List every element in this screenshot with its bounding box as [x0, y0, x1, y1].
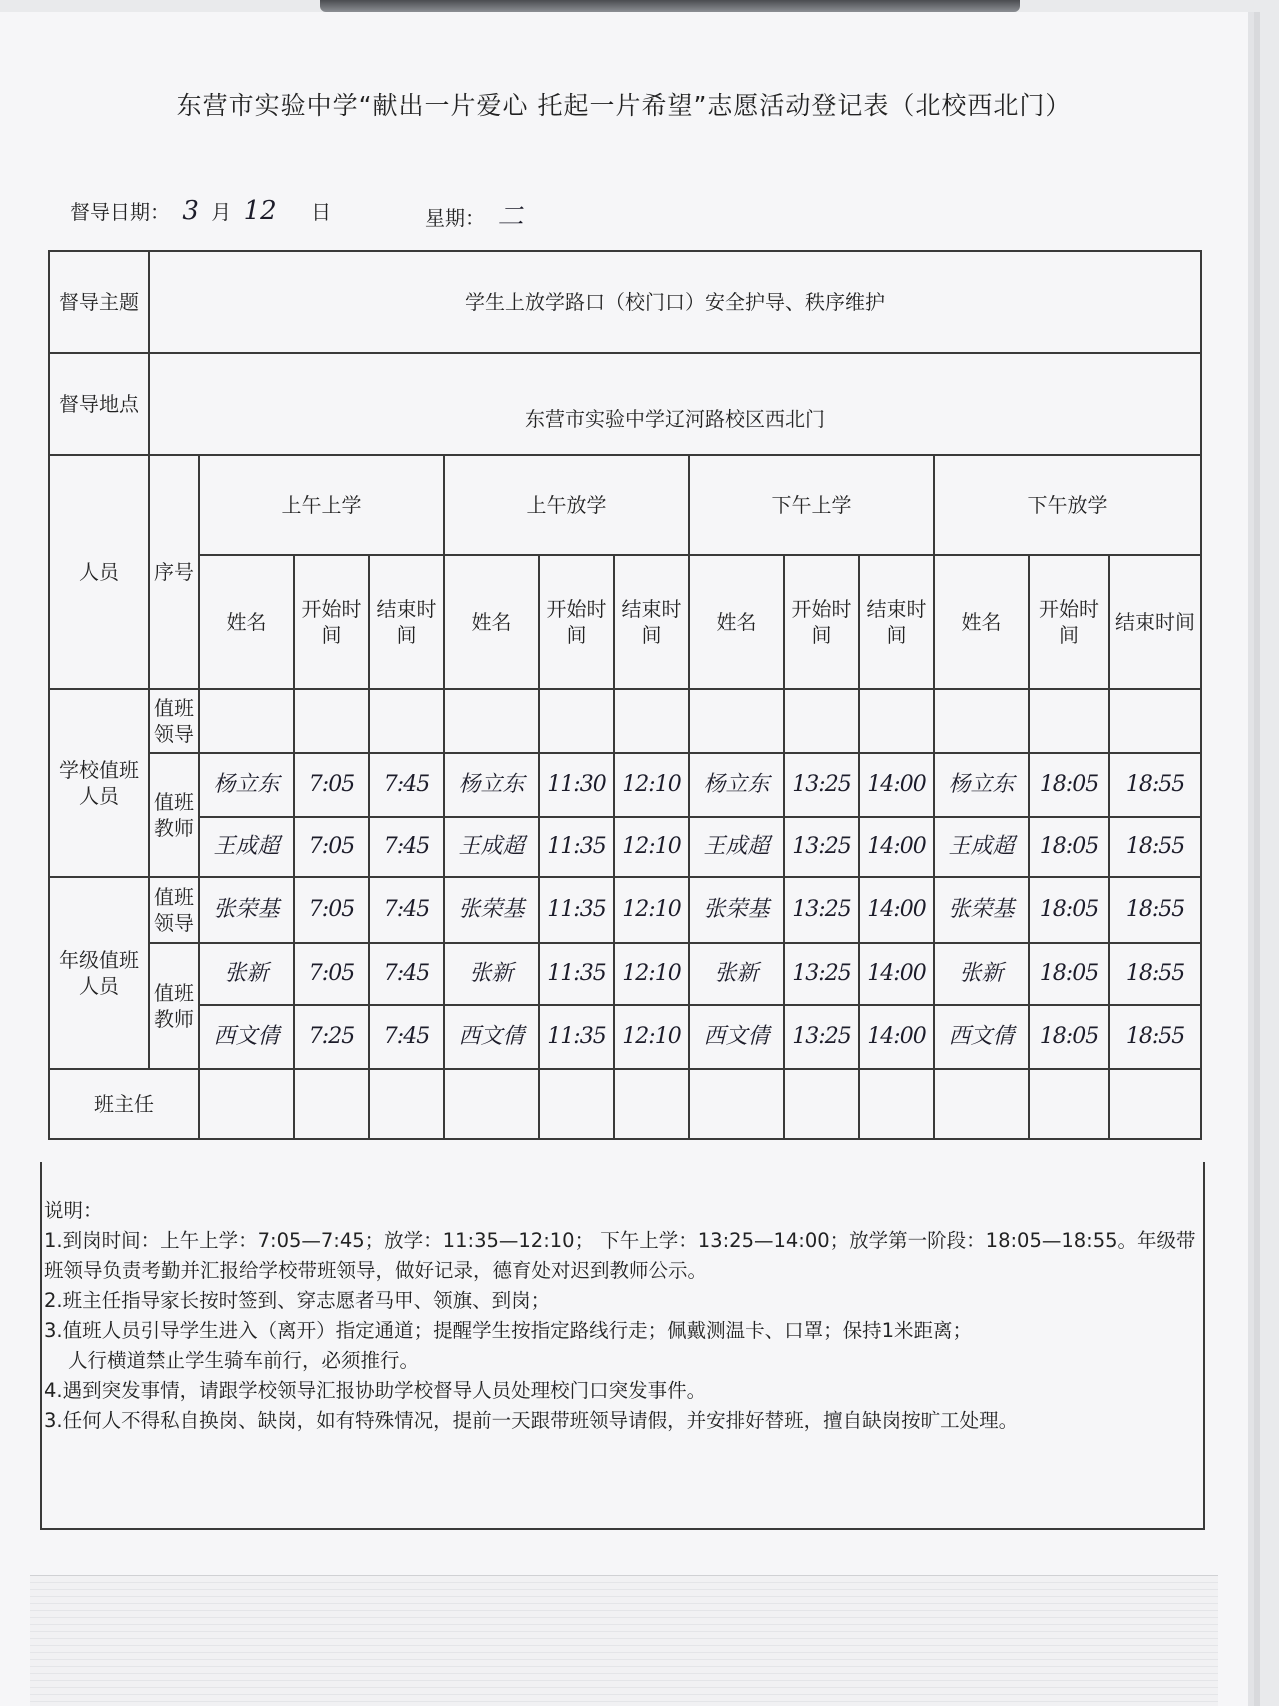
note-line: 3.值班人员引导学生进入（离开）指定通道；提醒学生按指定路线行走；佩戴测温卡、口罩；保持1米距离；: [44, 1319, 973, 1342]
school-group-label: 学校值班人员: [49, 689, 149, 877]
head-teacher-label: 班主任: [49, 1069, 199, 1139]
end-time-entry: 12:10: [614, 943, 689, 1005]
name-entry: 西文倩: [199, 1005, 294, 1069]
name-entry: 王成超: [444, 817, 539, 877]
start-time-entry: 11:30: [539, 753, 614, 817]
name-entry: 张荣基: [689, 877, 784, 943]
note-line: 3.任何人不得私自换岗、缺岗，如有特殊情况，提前一天跟带班领导请假，并安排好替班，擅自缺岗按旷工处理。: [44, 1409, 1019, 1432]
start-header: 开始时间: [784, 555, 859, 689]
form-title: 东营市实验中学“献出一片爱心 托起一片希望”志愿活动登记表（北校西北门）: [176, 91, 1072, 120]
end-time-entry: 14:00: [859, 753, 934, 817]
location-label: 督导地点: [49, 353, 149, 455]
end-header: 结束时间: [369, 555, 444, 689]
end-time-entry: 7:45: [369, 817, 444, 877]
page-stack-edge: [30, 1575, 1218, 1706]
grade-leader-row: [49, 877, 1201, 943]
name-entry: 杨立东: [689, 753, 784, 817]
end-header: 结束时间: [1109, 555, 1201, 689]
weekday-line: [425, 196, 529, 233]
name-header: 姓名: [444, 555, 539, 689]
end-time-entry: 18:55: [1109, 1005, 1201, 1069]
end-time-entry: 14:00: [859, 817, 934, 877]
date-label: 督导日期：: [70, 200, 170, 224]
notes-heading: 说明：: [44, 1199, 103, 1222]
date-line: [70, 196, 331, 226]
start-header: 开始时间: [1029, 555, 1109, 689]
role-label: 值班领导: [149, 877, 199, 943]
start-header: 开始时间: [539, 555, 614, 689]
name-entry: 王成超: [689, 817, 784, 877]
period-header: 下午放学: [934, 455, 1201, 555]
name-entry: 张新: [444, 943, 539, 1005]
end-time-entry: 7:45: [369, 1005, 444, 1069]
name-entry: 杨立东: [934, 753, 1029, 817]
name-entry: 西文倩: [934, 1005, 1029, 1069]
role-label: 值班领导: [149, 689, 199, 753]
end-time-entry: 18:55: [1109, 817, 1201, 877]
start-time-entry: 13:25: [784, 877, 859, 943]
start-time-entry: 11:35: [539, 1005, 614, 1069]
end-time-entry: 12:10: [614, 817, 689, 877]
start-time-entry: 13:25: [784, 753, 859, 817]
start-time-entry: 7:05: [294, 943, 369, 1005]
note-line: 1.到岗时间：上午上学：7:05—7:45；放学：11:35—12:10； 下午上学：13:25—14:00；放学第一阶段：18:05—18:55。年级带班领导负责考勤并汇报给学校带班领导，做好记录，德育处对迟到教师公示。: [44, 1229, 1196, 1282]
column-header-row: [49, 555, 1201, 689]
date-day: 12: [243, 196, 277, 226]
name-entry: 王成超: [199, 817, 294, 877]
start-time-entry: 13:25: [784, 943, 859, 1005]
registration-table: [48, 250, 1202, 1140]
name-entry: 张新: [199, 943, 294, 1005]
date-day-unit: 日: [311, 200, 332, 224]
end-time-entry: 12:10: [614, 1005, 689, 1069]
notes-section: [40, 1162, 1205, 1530]
school-teacher-row-2: [49, 817, 1201, 877]
start-time-entry: 18:05: [1029, 1005, 1109, 1069]
location-value: 东营市实验中学辽河路校区西北门: [149, 353, 1201, 455]
start-time-entry: 18:05: [1029, 943, 1109, 1005]
head-teacher-row: [49, 1069, 1201, 1139]
end-time-entry: 12:10: [614, 753, 689, 817]
school-leader-row: [49, 689, 1201, 753]
end-time-entry: 7:45: [369, 753, 444, 817]
end-time-entry: 14:00: [859, 943, 934, 1005]
weekday-label: 星期：: [425, 206, 485, 230]
start-time-entry: 11:35: [539, 943, 614, 1005]
start-time-entry: 18:05: [1029, 877, 1109, 943]
location-row: [49, 353, 1201, 455]
seq-header: 序号: [149, 455, 199, 689]
start-time-entry: 18:05: [1029, 817, 1109, 877]
start-time-entry: 18:05: [1029, 753, 1109, 817]
end-time-entry: 12:10: [614, 877, 689, 943]
start-time-entry: 11:35: [539, 817, 614, 877]
name-entry: 张荣基: [444, 877, 539, 943]
start-time-entry: 13:25: [784, 817, 859, 877]
topic-value: 学生上放学路口（校门口）安全护导、秩序维护: [149, 251, 1201, 353]
name-entry: 张荣基: [199, 877, 294, 943]
name-header: 姓名: [934, 555, 1029, 689]
start-time-entry: 7:25: [294, 1005, 369, 1069]
period-header: 上午放学: [444, 455, 689, 555]
start-header: 开始时间: [294, 555, 369, 689]
clipboard-clip: [320, 0, 1020, 12]
name-entry: 西文倩: [689, 1005, 784, 1069]
personnel-header: 人员: [49, 455, 149, 689]
start-time-entry: 7:05: [294, 877, 369, 943]
name-entry: 张新: [934, 943, 1029, 1005]
topic-row: [49, 251, 1201, 353]
end-time-entry: 18:55: [1109, 877, 1201, 943]
name-header: 姓名: [199, 555, 294, 689]
date-month: 3: [182, 196, 199, 226]
period-header: 下午上学: [689, 455, 934, 555]
start-time-entry: 7:05: [294, 817, 369, 877]
end-time-entry: 14:00: [859, 1005, 934, 1069]
note-line: 4.遇到突发事情，请跟学校领导汇报协助学校督导人员处理校门口突发事件。: [44, 1379, 707, 1402]
grade-group-label: 年级值班人员: [49, 877, 149, 1069]
topic-label: 督导主题: [49, 251, 149, 353]
name-entry: 西文倩: [444, 1005, 539, 1069]
period-header: 上午上学: [199, 455, 444, 555]
role-label: 值班教师: [149, 753, 199, 877]
date-month-unit: 月: [211, 200, 232, 224]
note-line: 人行横道禁止学生骑车前行，必须推行。: [68, 1349, 420, 1372]
name-header: 姓名: [689, 555, 784, 689]
name-entry: 杨立东: [199, 753, 294, 817]
name-entry: 张荣基: [934, 877, 1029, 943]
end-time-entry: 7:45: [369, 943, 444, 1005]
name-entry: 张新: [689, 943, 784, 1005]
end-header: 结束时间: [614, 555, 689, 689]
grade-teacher-row-2: [49, 1005, 1201, 1069]
end-time-entry: 18:55: [1109, 943, 1201, 1005]
period-header-row: [49, 455, 1201, 555]
start-time-entry: 11:35: [539, 877, 614, 943]
role-label: 值班教师: [149, 943, 199, 1069]
end-time-entry: 18:55: [1109, 753, 1201, 817]
end-time-entry: 7:45: [369, 877, 444, 943]
start-time-entry: 7:05: [294, 753, 369, 817]
weekday-value: 二: [497, 202, 524, 232]
school-teacher-row-1: [49, 753, 1201, 817]
grade-teacher-row-1: [49, 943, 1201, 1005]
end-header: 结束时间: [859, 555, 934, 689]
note-line: 2.班主任指导家长按时签到、穿志愿者马甲、领旗、到岗；: [44, 1289, 551, 1312]
name-entry: 王成超: [934, 817, 1029, 877]
start-time-entry: 13:25: [784, 1005, 859, 1069]
end-time-entry: 14:00: [859, 877, 934, 943]
name-entry: 杨立东: [444, 753, 539, 817]
